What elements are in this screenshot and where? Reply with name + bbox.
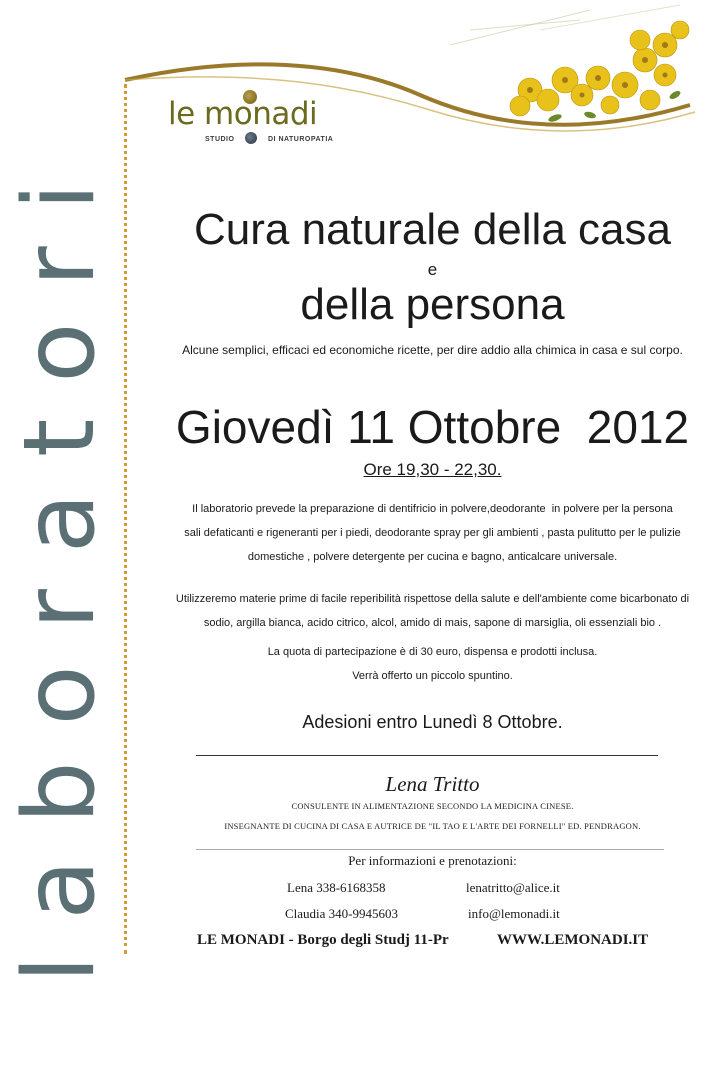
description-paragraph-3 (140, 640, 725, 688)
paragraph-line: sodio, argilla bianca, acido citrico, alcol, amido di mais, sapone di marsiglia, oli essenziali bio . (203, 617, 662, 629)
flower-cluster-icon (450, 5, 689, 123)
info-heading: Per informazioni e prenotazioni: (348, 853, 517, 868)
paragraph-line: Utilizzeremo materie prime di facile reperibilità rispettose della salute e dell'ambiente come bicarbonato di (175, 593, 690, 605)
contact-phone-lena: Lena 338-6168358 (287, 880, 386, 895)
teacher-credential-2: INSEGNANTE DI CUCINA DI CASA E AUTRICE DE "IL TAO E L'ARTE DEI FORNELLI" ED. PENDRAGON. (224, 821, 641, 831)
event-date: Giovedì 11 Ottobre 2012 (175, 401, 690, 453)
teacher-name: Lena Tritto (385, 772, 480, 796)
registration-deadline: Adesioni entro Lunedì 8 Ottobre. (302, 712, 563, 732)
teacher-credential-1: CONSULENTE IN ALIMENTAZIONE SECONDO LA MEDICINA CINESE. (291, 801, 574, 811)
logo-subtitle-left: STUDIO (205, 136, 235, 143)
description-paragraph-1 (140, 497, 725, 569)
divider-line (196, 755, 658, 756)
event-time: Ore 19,30 - 22,30. (363, 460, 502, 479)
title-conjunction: e (427, 260, 438, 279)
title-line-1: Cura naturale della casa (194, 205, 671, 254)
paragraph-line: domestiche , polvere detergente per cucina e bagno, anticalcare universale. (247, 551, 618, 563)
description-paragraph-2 (140, 587, 725, 635)
footer-website[interactable]: WWW.LEMONADI.IT (497, 932, 649, 948)
contact-email-lena[interactable]: lenatritto@alice.it (466, 880, 560, 895)
footer-address: LE MONADI - Borgo degli Studj 11-Pr (197, 932, 449, 948)
logo-subtitle-right: DI NATUROPATIA (268, 136, 334, 143)
logo-dark-dot-icon (245, 132, 257, 144)
contact-email-info[interactable]: info@lemonadi.it (468, 906, 560, 921)
title-line-2: della persona (300, 280, 565, 329)
side-title: laboratori (3, 147, 117, 983)
paragraph-line: sali defaticanti e rigeneranti per i piedi, deodorante spray per gli ambienti , pasta pulitutto per le pulizie (184, 527, 681, 539)
contact-phone-claudia: Claudia 340-9945603 (285, 906, 399, 921)
paragraph-line: Verrà offerto un piccolo spuntino. (352, 670, 513, 682)
event-time-wrap (140, 460, 725, 480)
tagline: Alcune semplici, efficaci ed economiche ricette, per dire addio alla chimica in casa e sul corpo. (182, 343, 683, 357)
dotted-divider (124, 84, 127, 954)
paragraph-line: Il laboratorio prevede la preparazione di dentifricio in polvere,deodorante in polvere per la persona (192, 503, 673, 515)
divider-line (196, 849, 664, 850)
logo-name: le monadi (168, 96, 318, 132)
paragraph-line: La quota di partecipazione è di 30 euro, dispensa e prodotti inclusa. (267, 646, 598, 658)
